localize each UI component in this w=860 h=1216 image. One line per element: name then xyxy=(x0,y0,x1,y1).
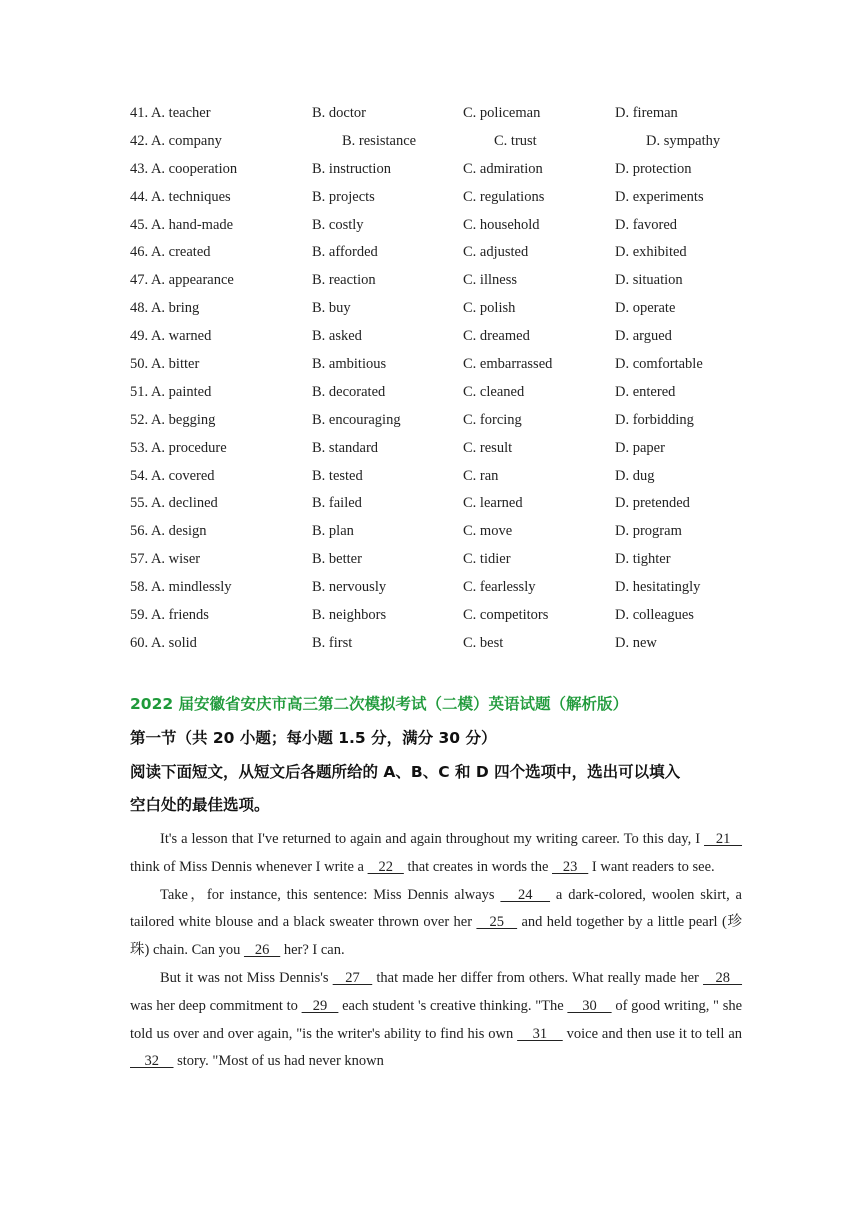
option-c: C. dreamed xyxy=(463,328,530,345)
option-d: D. pretended xyxy=(615,495,690,512)
option-c: C. policeman xyxy=(463,105,541,121)
option-a: 45. A. hand-made xyxy=(130,216,234,233)
option-d: D. tighter xyxy=(615,551,671,568)
option-d: D. program xyxy=(615,523,682,540)
option-d: D. favored xyxy=(615,216,678,233)
passage-text: each student 's creative thinking. "The xyxy=(338,997,568,1014)
option-d: D. sympathy xyxy=(646,132,721,149)
option-c: C. tidier xyxy=(463,551,511,568)
passage-text: a dark-colored, woolen skirt, a tailored white blouse and a black sweater thrown over her xyxy=(130,886,742,931)
passage-text: her? I can. xyxy=(280,942,345,959)
option-d: D. argued xyxy=(615,328,672,345)
option-b: B. afforded xyxy=(312,244,378,261)
option-d: D. forbidding xyxy=(615,411,694,428)
cloze-passage xyxy=(130,826,742,1076)
option-row-55 xyxy=(130,492,770,520)
option-row-42 xyxy=(130,130,770,158)
blank-30: 30 xyxy=(567,997,612,1014)
blank-25: 25 xyxy=(476,914,518,931)
option-row-47 xyxy=(130,269,770,297)
option-c: C. ran xyxy=(463,467,499,484)
option-b: B. reaction xyxy=(312,272,376,289)
blank-29: 29 xyxy=(301,997,339,1014)
blank-23: 23 xyxy=(552,858,589,875)
option-a: 54. A. covered xyxy=(130,467,215,484)
option-d: D. hesitatingly xyxy=(615,579,701,596)
option-row-44 xyxy=(130,186,770,214)
option-a: 55. A. declined xyxy=(130,495,218,512)
option-c: C. best xyxy=(463,634,504,651)
option-a: 58. A. mindlessly xyxy=(130,579,232,596)
passage-text: was her deep commitment to xyxy=(130,997,302,1014)
option-row-50 xyxy=(130,353,770,381)
blank-26: 26 xyxy=(243,942,281,959)
option-d: D. fireman xyxy=(615,105,678,121)
passage-paragraph-3 xyxy=(130,965,742,1076)
option-row-45 xyxy=(130,214,770,242)
answer-options-list xyxy=(130,102,770,660)
option-b: B. doctor xyxy=(312,105,366,121)
option-a: 56. A. design xyxy=(130,523,207,540)
option-b: B. plan xyxy=(312,523,354,540)
option-b: B. ambitious xyxy=(312,356,387,373)
blank-31: 31 xyxy=(517,1025,563,1042)
option-a: 51. A. painted xyxy=(130,383,212,400)
option-row-46 xyxy=(130,241,770,269)
option-row-51 xyxy=(130,381,770,409)
option-c: C. forcing xyxy=(463,411,522,428)
option-c: C. competitors xyxy=(463,607,549,624)
option-a: 42. A. company xyxy=(130,132,222,149)
option-b: B. projects xyxy=(312,188,375,205)
passage-paragraph-1 xyxy=(130,826,742,882)
option-c: C. embarrassed xyxy=(463,356,553,373)
passage-text: that creates in words the xyxy=(403,858,553,875)
option-a: 49. A. warned xyxy=(130,328,212,345)
option-row-57 xyxy=(130,548,770,576)
option-d: D. situation xyxy=(615,272,683,289)
blank-22: 22 xyxy=(367,858,404,875)
option-row-59 xyxy=(130,604,770,632)
blank-32: 32 xyxy=(130,1053,174,1070)
option-c: C. polish xyxy=(463,300,516,317)
passage-text: and held together by a little pearl (珍珠) chain. Can you xyxy=(130,914,743,959)
passage-text: voice and then use it to tell an xyxy=(562,1025,743,1042)
option-a: 41. A. teacher xyxy=(130,105,211,121)
passage-text: It's a lesson that I've returned to again and again throughout my writing career. To this day, I xyxy=(160,831,705,847)
option-b: B. standard xyxy=(312,439,379,456)
option-d: D. experiments xyxy=(615,188,704,205)
passage-text: think of Miss Dennis whenever I write a xyxy=(130,858,368,875)
passage-text: Take，for instance, this sentence: Miss Dennis always xyxy=(160,886,501,903)
option-a: 53. A. procedure xyxy=(130,439,227,456)
instruction-line-1: 阅读下面短文，从短文后各题所给的 A、B、C 和 D 四个选项中，选出可以填入 xyxy=(130,763,681,781)
option-a: 59. A. friends xyxy=(130,607,209,624)
blank-28: 28 xyxy=(703,969,743,986)
passage-paragraph-2 xyxy=(130,882,742,965)
option-a: 48. A. bring xyxy=(130,300,200,317)
blank-27: 27 xyxy=(332,969,373,986)
option-d: D. entered xyxy=(615,383,676,400)
option-a: 43. A. cooperation xyxy=(130,160,238,177)
option-row-52 xyxy=(130,409,770,437)
option-row-60 xyxy=(130,632,770,660)
option-b: B. first xyxy=(312,634,353,651)
option-c: C. household xyxy=(463,216,540,233)
option-b: B. neighbors xyxy=(312,607,387,624)
option-b: B. resistance xyxy=(342,132,417,149)
option-d: D. paper xyxy=(615,439,665,456)
option-row-58 xyxy=(130,576,770,604)
option-b: B. encouraging xyxy=(312,411,401,428)
option-c: C. move xyxy=(463,523,513,540)
option-b: B. asked xyxy=(312,328,362,345)
option-a: 44. A. techniques xyxy=(130,188,231,205)
option-d: D. dug xyxy=(615,467,655,484)
option-c: C. regulations xyxy=(463,188,545,205)
option-b: B. failed xyxy=(312,495,362,512)
passage-text: story. "Most of us had never known xyxy=(173,1053,384,1070)
option-d: D. exhibited xyxy=(615,244,687,261)
option-a: 47. A. appearance xyxy=(130,272,234,289)
option-row-53 xyxy=(130,437,770,465)
passage-text: of good writing, " she told us over and over again, "is the writer's ability to find his own xyxy=(130,997,743,1042)
option-c: C. adjusted xyxy=(463,244,529,261)
passage-text: I want readers to see. xyxy=(588,858,715,875)
option-row-56 xyxy=(130,520,770,548)
option-row-54 xyxy=(130,465,770,493)
blank-21: 21 xyxy=(704,831,743,847)
option-c: C. trust xyxy=(494,132,537,149)
option-a: 46. A. created xyxy=(130,244,211,261)
option-row-43 xyxy=(130,158,770,186)
option-d: D. operate xyxy=(615,300,676,317)
option-d: D. colleagues xyxy=(615,607,694,624)
option-b: B. better xyxy=(312,551,362,568)
option-c: C. admiration xyxy=(463,160,543,177)
option-c: C. cleaned xyxy=(463,383,525,400)
option-c: C. fearlessly xyxy=(463,579,536,596)
option-d: D. comfortable xyxy=(615,356,703,373)
option-b: B. decorated xyxy=(312,383,386,400)
option-b: B. instruction xyxy=(312,160,391,177)
option-a: 50. A. bitter xyxy=(130,356,200,373)
option-c: C. result xyxy=(463,439,513,456)
exam-section-title: 2022 届安徽省安庆市高三第二次模拟考试（二模）英语试题（解析版） xyxy=(130,695,629,713)
passage-text: But it was not Miss Dennis's xyxy=(160,969,333,986)
option-d: D. protection xyxy=(615,160,692,177)
option-b: B. nervously xyxy=(312,579,387,596)
option-b: B. tested xyxy=(312,467,363,484)
option-row-41 xyxy=(130,102,770,130)
passage-text: that made her differ from others. What really made her xyxy=(372,969,704,986)
part-heading: 第一节（共 20 小题；每小题 1.5 分，满分 30 分） xyxy=(130,729,497,747)
option-a: 57. A. wiser xyxy=(130,551,201,568)
instruction-line-2: 空白处的最佳选项。 xyxy=(130,796,270,814)
option-a: 60. A. solid xyxy=(130,634,197,651)
option-row-49 xyxy=(130,325,770,353)
option-c: C. learned xyxy=(463,495,523,512)
option-b: B. buy xyxy=(312,300,351,317)
blank-24: 24 xyxy=(500,886,551,903)
option-a: 52. A. begging xyxy=(130,411,216,428)
option-c: C. illness xyxy=(463,272,517,289)
option-b: B. costly xyxy=(312,216,364,233)
option-row-48 xyxy=(130,297,770,325)
option-d: D. new xyxy=(615,634,657,651)
